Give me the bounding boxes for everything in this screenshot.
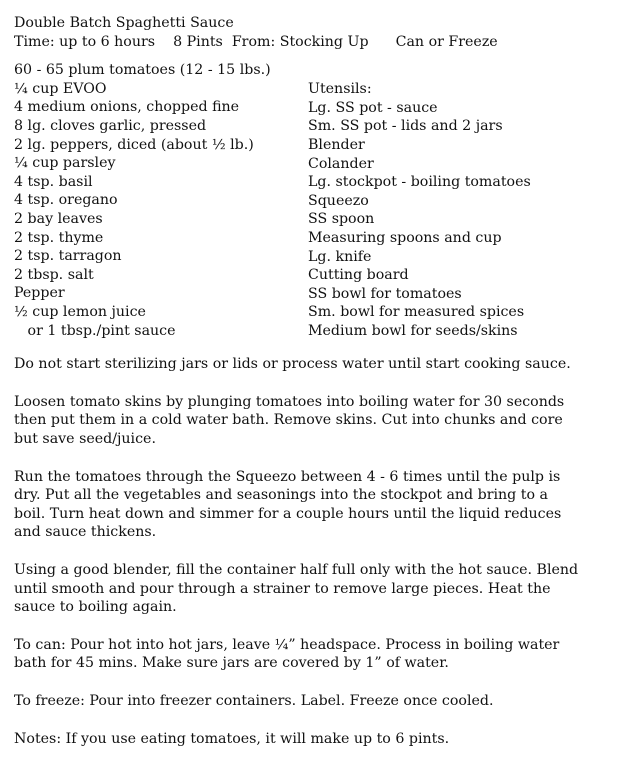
instruction-paragraph: Loosen tomato skins by plunging tomatoes into boiling water for 30 seconds then put them in a cold water bath. Remove skins. Cut into chunks and core but save seed/juice. [14,393,565,447]
utensil-item: Lg. stockpot - boiling tomatoes [308,174,531,191]
instruction-paragraph: Run the tomatoes through the Squeezo between 4 - 6 times until the pulp is dry. Put all the vegetables and seasonings into the stockpot and bring to a boil. Turn heat down and simmer for a couple hours until the liquid reduces and sauce thickens. [14,468,562,541]
recipe-header [14,14,622,51]
utensil-item: Sm. bowl for measured spices [308,304,525,321]
utensil-item: Sm. SS pot - lids and 2 jars [308,118,503,135]
ingredient-item: 2 tsp. tarragon [14,248,122,265]
utensil-item: Measuring spoons and cup [308,229,502,246]
ingredient-item: 2 tbsp. salt [14,266,94,283]
utensils-list [308,80,618,340]
ingredient-item: 2 lg. peppers, diced (about ½ lb.) [14,136,254,153]
instructions-section [14,355,622,748]
ingredient-item: 4 tsp. oregano [14,192,118,209]
recipe-info-line: Time: up to 6 hours 8 Pints From: Stocking Up Can or Freeze [14,33,498,50]
instruction-paragraph: To freeze: Pour into freezer containers. Label. Freeze once cooled. [14,692,494,709]
ingredient-item: 4 tsp. basil [14,173,93,190]
ingredient-item: Pepper [14,285,65,302]
recipe-document [14,14,622,748]
recipe-columns [14,61,622,351]
recipe-title: Double Batch Spaghetti Sauce [14,15,234,31]
utensil-item: Medium bowl for seeds/skins [308,322,518,339]
ingredient-item: 4 medium onions, chopped fine [14,99,240,116]
instruction-paragraph: To can: Pour hot into hot jars, leave ¼” headspace. Process in boiling water bath for 45 mins. Make sure jars are covered by 1” of water. [14,636,560,672]
ingredient-item: 8 lg. cloves garlic, pressed [14,117,207,134]
utensil-item: Cutting board [308,267,409,284]
ingredient-item: ½ cup lemon juice [14,303,146,320]
utensil-item: Colander [308,155,374,172]
utensil-item: Lg. knife [308,248,372,265]
ingredient-item: 60 - 65 plum tomatoes (12 - 15 lbs.) [14,62,271,79]
instruction-paragraph: Using a good blender, fill the container half full only with the hot sauce. Blend until smooth and pour through a strainer to remove large pieces. Heat the sauce to boiling again. [14,561,579,616]
ingredient-item: or 1 tbsp./pint sauce [14,322,176,339]
utensil-item: Lg. SS pot - sauce [308,99,438,116]
utensil-item: Blender [308,136,365,153]
utensil-item: SS spoon [308,211,375,228]
instruction-paragraph: Notes: If you use eating tomatoes, it will make up to 6 pints. [14,730,450,747]
ingredient-item: 2 bay leaves [14,210,103,227]
ingredient-item: 2 tsp. thyme [14,229,104,246]
utensil-item: Squeezo [308,192,369,209]
utensil-item: SS bowl for tomatoes [308,285,462,302]
instruction-paragraph: Do not start sterilizing jars or lids or process water until start cooking sauce. [14,356,571,373]
utensils-heading: Utensils: [308,81,372,98]
ingredients-list [14,61,314,340]
ingredient-item: ¼ cup parsley [14,155,116,172]
ingredient-item: ¼ cup EVOO [14,80,107,97]
